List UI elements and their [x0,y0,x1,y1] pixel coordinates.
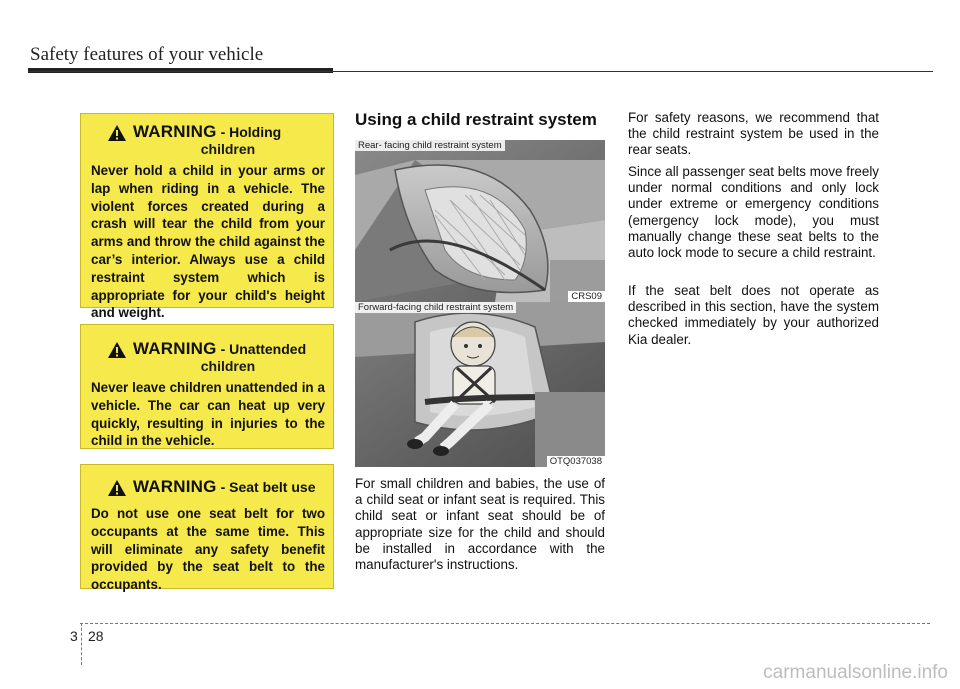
warning-word: WARNING [133,477,217,496]
warning-triangle-icon [107,124,127,142]
footer-rule [80,623,930,624]
warning-subtitle: - Seat belt use [220,479,316,495]
footer-divider [81,623,82,665]
rear-facing-code: CRS09 [568,291,605,302]
forward-facing-caption: Forward-facing child restraint system [355,302,516,313]
site-watermark: carmanualsonline.info [763,662,948,683]
warning-word: WARNING [133,122,217,141]
warning-triangle-icon [107,341,127,359]
page-section-number: 3 [70,628,78,644]
warning-box-seat-belt-use [80,464,334,593]
right-paragraph-3: If the seat belt does not operate as described in this section, have the system checked immediately by your authorized Kia dealer. [628,283,879,347]
warning-subtitle-cont: children [200,358,256,374]
section-title: Using a child restraint system [355,110,597,129]
header-rule [28,71,933,72]
warning-body: Never leave children unattended in a vehicle. The car can heat up very quickly, resulting in injuries to the child in the vehicle. [91,380,325,449]
forward-facing-illustration [355,302,605,467]
rear-facing-illustration [355,140,605,302]
warning-subtitle: - Holding [220,124,282,140]
middle-paragraph: For small children and babies, the use of a child seat or infant seat is required. This child seat or infant seat should be of appropriate size for the child and should be installed in accordance with the manufacturer's instructions. [355,476,605,573]
warning-box-holding-children [80,113,334,321]
warning-subtitle: - Unattended [220,341,307,357]
child-restraint-figure [355,140,605,467]
forward-facing-code: OTQ037038 [547,456,605,467]
right-paragraph-1: For safety reasons, we recommend that the child restraint system be used in the rear seats. [628,110,879,158]
warning-word: WARNING [133,339,217,358]
page-number: 28 [88,628,104,644]
warning-body: Do not use one seat belt for two occupants at the same time. This will eliminate any safety benefit provided by the seat belt to the occupants. [91,506,325,593]
warning-box-unattended-children [80,324,334,449]
page-header-title: Safety features of your vehicle [30,44,264,65]
warning-triangle-icon [107,479,127,497]
right-paragraph-2: Since all passenger seat belts move freely under normal conditions and only lock under extreme or emergency conditions (emergency lock mode), you must manually change these seat belts to the auto lock mode to secure a child restraint. [628,164,879,261]
warning-subtitle-cont: children [200,141,256,157]
warning-body: Never hold a child in your arms or lap when riding in a vehicle. The violent forces created during a crash will tear the child from your arms and throw the child against the car’s interior. Always use a child restraint system which is appropriate for your child's height and weight. [91,163,325,321]
rear-facing-caption: Rear- facing child restraint system [355,140,505,151]
